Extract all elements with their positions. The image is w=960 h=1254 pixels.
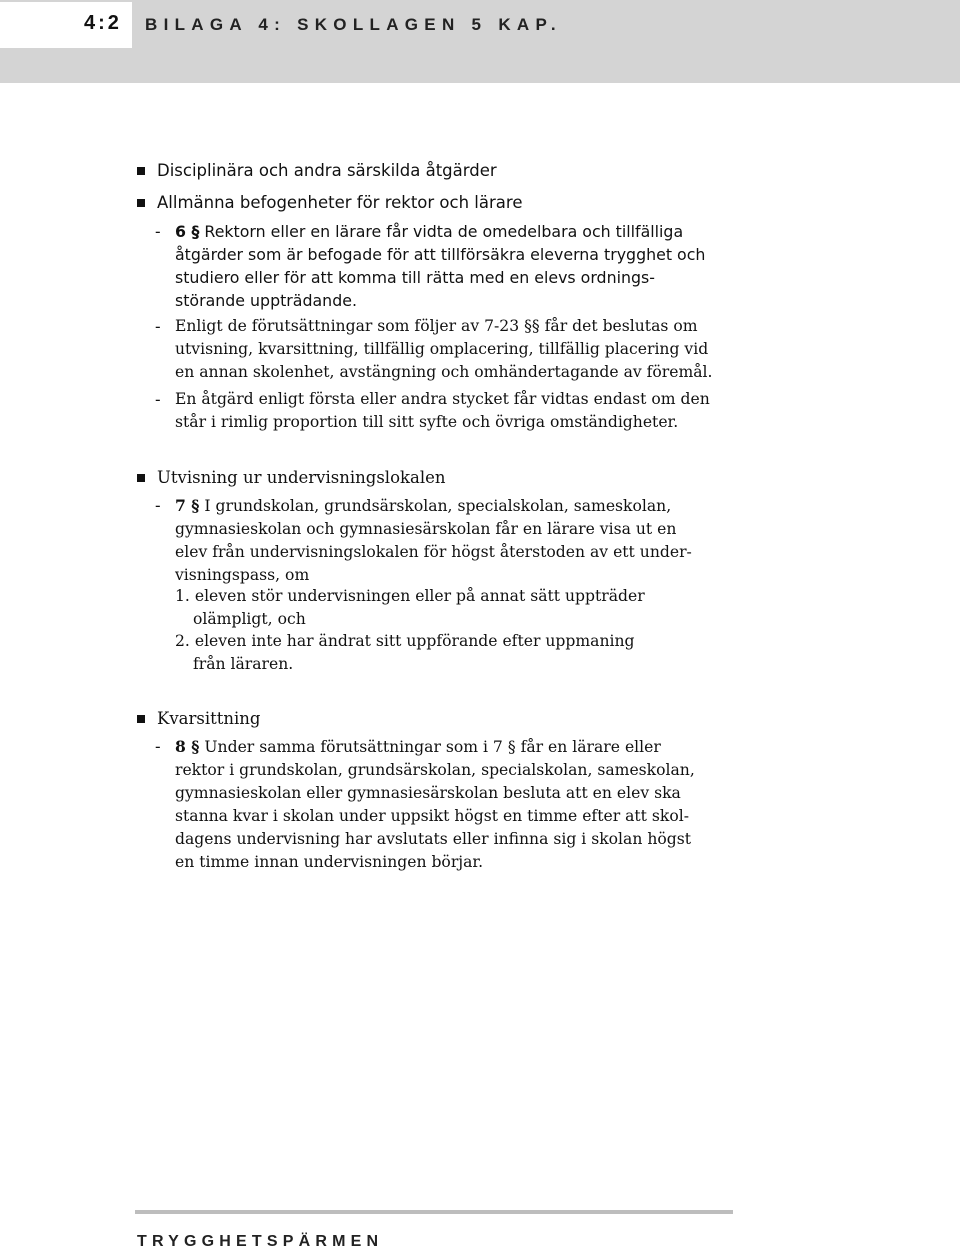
paragraph-line: en timme innan undervisningen börjar. [175,853,484,871]
list-item [175,630,635,676]
paragraph-line: En åtgärd enligt första eller andra stycket får vidtas endast om den [175,390,710,408]
paragraph-line [175,735,745,759]
section-mark: 7 § [175,496,200,515]
page-number: 4:2 [84,12,122,34]
section-heading-disciplinary: Disciplinära och andra särskilda åtgärder [157,161,497,180]
section-heading-expulsion: Utvisning ur undervisningslokalen [157,468,446,487]
list-item [175,585,645,631]
list-item-continuation: olämpligt, och [193,610,306,628]
paragraph-8 [175,735,745,874]
paragraph-line: åtgärder som är befogade för att tillförsäkra eleverna trygghet och [175,245,706,264]
footer-rule [135,1210,733,1214]
paragraph-line: gymnasieskolan eller gymnasiesärskolan besluta att en elev ska [175,784,681,802]
line-text: Under samma förutsättningar som i 7 § får en lärare eller [204,738,661,756]
paragraph-proportion [175,388,745,434]
paragraph-line: elev från undervisningslokalen för högst återstoden av ett under- [175,543,692,561]
dash-marker: - [155,390,161,409]
square-bullet-icon [137,167,145,175]
dash-marker: - [155,737,161,756]
paragraph-line: utvisning, kvarsittning, tillfällig omplacering, tillfällig placering vid [175,340,709,358]
dash-marker: - [155,317,161,336]
header-bar [0,0,960,83]
list-item-line: 1. eleven stör undervisningen eller på annat sätt uppträder [175,587,645,605]
paragraph-measures [175,315,745,384]
section-mark: 8 § [175,737,200,756]
section-mark: 6 § [175,222,200,241]
section-heading-general-powers: Allmänna befogenheter för rektor och lärare [157,193,523,212]
paragraph-line: Enligt de förutsättningar som följer av 7-23 §§ får det beslutas om [175,317,698,335]
paragraph-line [175,494,745,518]
list-item-continuation: från läraren. [193,655,294,673]
paragraph-line: gymnasieskolan och gymnasiesärskolan får en lärare visa ut en [175,520,677,538]
paragraph-line: en annan skolenhet, avstängning och omhändertagande av föremål. [175,363,713,381]
line-text: I grundskolan, grundsärskolan, specialskolan, sameskolan, [204,497,672,515]
dash-marker: - [155,222,161,241]
chapter-title: BILAGA 4: SKOLLAGEN 5 KAP. [145,15,562,34]
square-bullet-icon [137,199,145,207]
paragraph-line: rektor i grundskolan, grundsärskolan, specialskolan, sameskolan, [175,761,695,779]
section-heading-detention: Kvarsittning [157,709,261,728]
paragraph-line: studiero eller för att komma till rätta med en elevs ordnings- [175,268,655,287]
paragraph-line: står i rimlig proportion till sitt syfte och övriga omständigheter. [175,413,679,431]
paragraph-line: dagens undervisning har avslutats eller infinna sig i skolan högst [175,830,692,848]
square-bullet-icon [137,474,145,482]
paragraph-line [175,220,745,243]
dash-marker: - [155,496,161,515]
footer-title: TRYGGHETSPÄRMEN [137,1233,384,1250]
list-item-line: 2. eleven inte har ändrat sitt uppförande efter uppmaning [175,632,635,650]
paragraph-6 [175,220,745,312]
paragraph-7 [175,494,745,587]
square-bullet-icon [137,715,145,723]
line-text: Rektorn eller en lärare får vidta de omedelbara och tillfälliga [204,222,684,241]
paragraph-line: stanna kvar i skolan under uppsikt högst en timme efter att skol- [175,807,689,825]
paragraph-line: störande uppträdande. [175,291,357,310]
paragraph-line: visningspass, om [175,566,310,584]
